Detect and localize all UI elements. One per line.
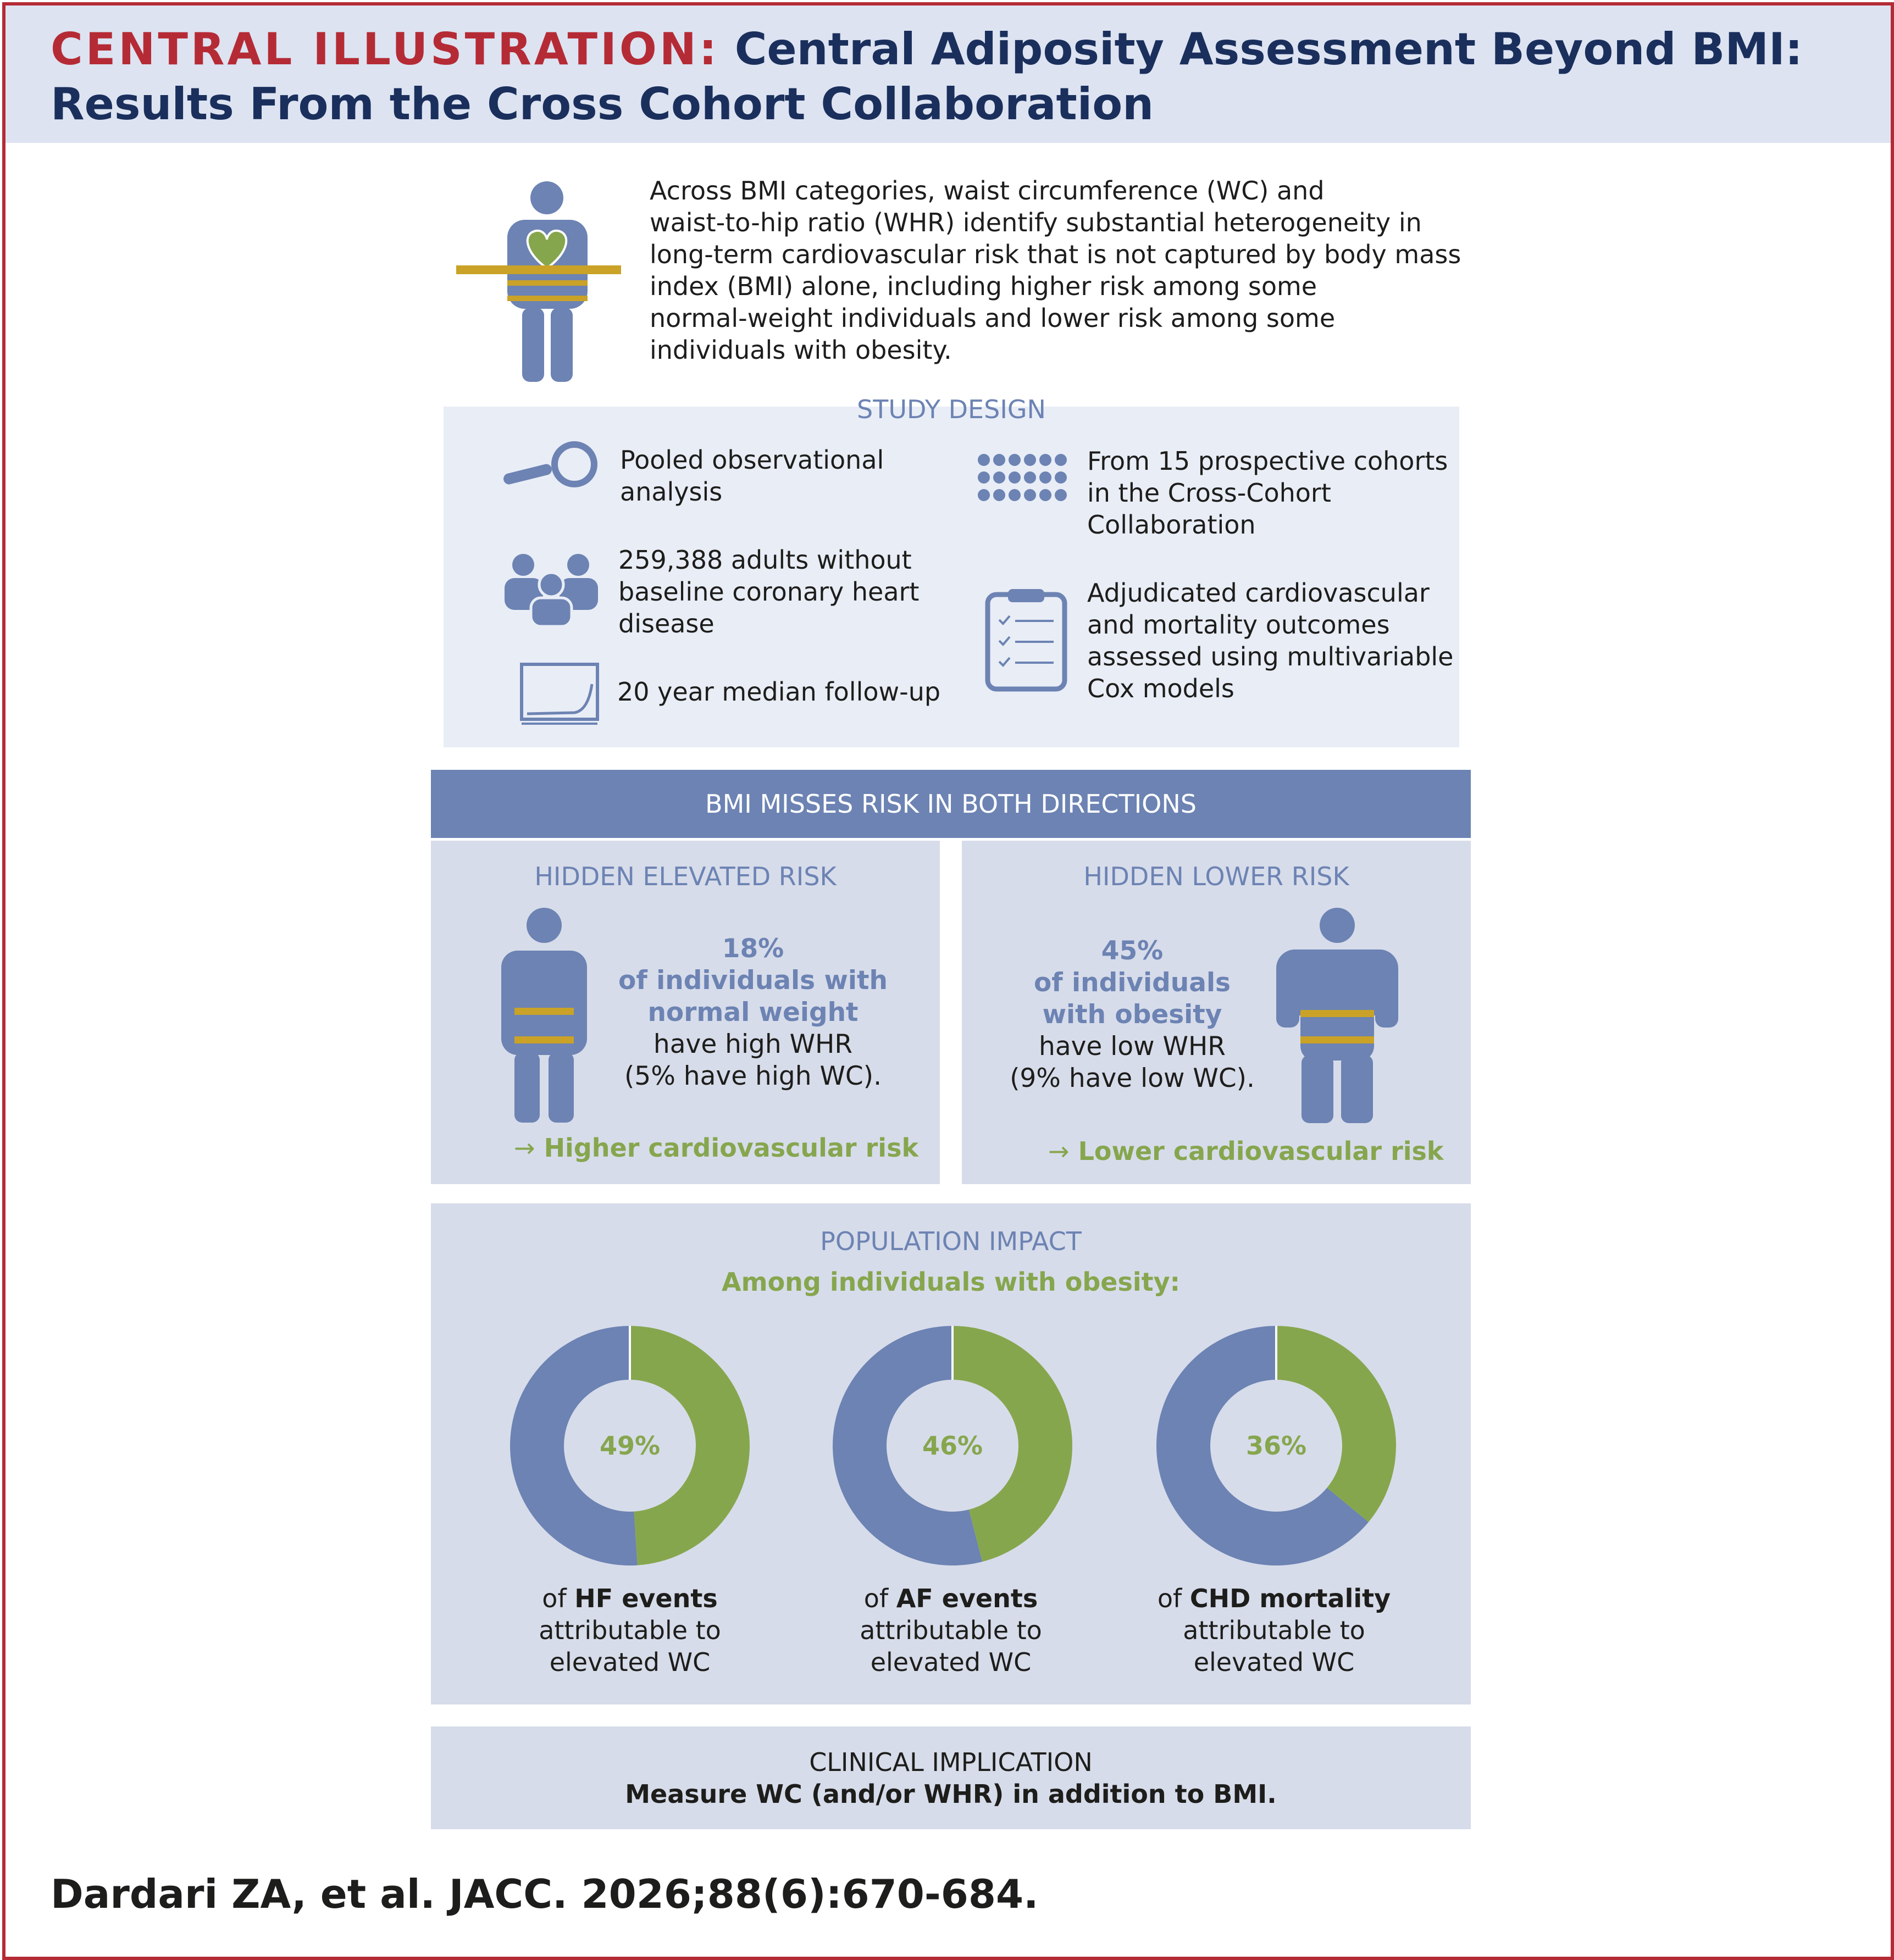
study-item-text (1087, 577, 1453, 704)
caption-pre: of (863, 1584, 889, 1613)
title-line-1 (51, 23, 1803, 76)
stat-line: have high WHR (653, 1029, 853, 1059)
bmi-banner: BMI MISSES RISK IN BOTH DIRECTIONS (431, 770, 1471, 838)
clipboard-icon (985, 588, 1067, 692)
stat-line: (9% have low WC). (1010, 1063, 1255, 1093)
outcome-text: Lower cardiovascular risk (1078, 1136, 1444, 1166)
title-line-2: Results From the Cross Cohort Collaboration (51, 79, 1154, 130)
caption-line (808, 1583, 1094, 1614)
larger-person-tape-icon (1274, 907, 1400, 1126)
clinical-implication-panel (431, 1726, 1471, 1829)
stat-line: with obesity (1042, 1000, 1222, 1030)
magnifier-icon (500, 437, 605, 497)
population-impact-subtitle: Among individuals with obesity: (722, 1267, 1180, 1297)
citation: Dardari ZA, et al. JACC. 2026;88(6):670-684. (51, 1871, 1039, 1917)
intro-line: long-term cardiovascular risk that is not captured by body mass (650, 240, 1461, 269)
stat-line: of individuals with (618, 965, 888, 996)
stat-line: (5% have high WC). (624, 1061, 882, 1091)
intro-line: Across BMI categories, waist circumference (WC) and (650, 176, 1325, 206)
donut-caption-hf (487, 1583, 773, 1678)
caption-bold: AF events (896, 1584, 1038, 1613)
caption-line: elevated WC (870, 1647, 1032, 1677)
caption-pre: of (542, 1584, 567, 1613)
population-impact-title: POPULATION IMPACT (820, 1226, 1082, 1256)
donut-caption-af (808, 1583, 1094, 1678)
text-line: Pooled observational (620, 445, 884, 475)
text-line: From 15 prospective cohorts (1087, 446, 1448, 476)
stat-line: normal weight (647, 997, 859, 1028)
text-line: 259,388 adults without (618, 545, 912, 575)
arrow-icon: → (1048, 1136, 1070, 1166)
people-icon (500, 549, 605, 626)
higher-risk-outcome (514, 1133, 918, 1163)
text-line: baseline coronary heart (618, 577, 920, 607)
donut-percent-label: 46% (922, 1431, 983, 1461)
study-item-text (620, 444, 884, 508)
caption-bold: CHD mortality (1189, 1584, 1391, 1613)
text-line: Adjudicated cardiovascular (1087, 578, 1430, 608)
text-line: and mortality outcomes (1087, 610, 1390, 640)
intro-line: waist-to-hip ratio (WHR) identify substantial heterogeneity in (650, 208, 1422, 237)
text-line: in the Cross-Cohort (1087, 478, 1331, 508)
implication-text: Measure WC (and/or WHR) in addition to BMI. (625, 1779, 1277, 1809)
donut-af (833, 1326, 1072, 1565)
intro-paragraph (650, 175, 1474, 366)
chart-icon (519, 662, 602, 728)
caption-line (487, 1583, 773, 1614)
text-line: Collaboration (1087, 510, 1256, 540)
caption-line: attributable to (1183, 1615, 1365, 1645)
intro-line: index (BMI) alone, including higher risk among some (650, 271, 1317, 301)
donut-chd (1156, 1326, 1396, 1565)
caption-line: elevated WC (1193, 1647, 1355, 1677)
donut-percent-label: 49% (599, 1431, 661, 1461)
donut-percent-label: 36% (1245, 1431, 1307, 1461)
text-line: Cox models (1087, 674, 1234, 703)
stat-percent: 18% (722, 934, 784, 964)
caption-line: elevated WC (549, 1647, 711, 1677)
donut-charts (500, 1316, 1407, 1574)
text-line: assessed using multivariable (1087, 642, 1454, 671)
person-heart-tape-icon (456, 170, 632, 385)
arrow-icon: → (514, 1133, 535, 1163)
intro-line: normal-weight individuals and lower risk among some (650, 303, 1336, 333)
study-item-text (1087, 445, 1448, 541)
donut-segment-wc (1276, 1326, 1396, 1522)
stat-percent: 45% (1101, 936, 1164, 966)
dots-grid-icon (977, 453, 1071, 503)
title-text-1: Central Adiposity Assessment Beyond BMI: (734, 24, 1803, 75)
lower-risk-outcome (1048, 1136, 1444, 1166)
text-line: analysis (620, 477, 723, 507)
caption-pre: of (1157, 1584, 1182, 1613)
hidden-elevated-stat (610, 933, 896, 1092)
caption-line: attributable to (860, 1615, 1042, 1645)
donut-hf (510, 1326, 750, 1565)
caption-line: attributable to (539, 1615, 721, 1645)
slim-person-tape-icon (500, 907, 588, 1126)
caption-line (1131, 1583, 1417, 1614)
caption-bold: HF events (574, 1584, 718, 1613)
text-line: disease (618, 609, 715, 638)
donut-caption-chd (1131, 1583, 1417, 1678)
hidden-elevated-risk-title: HIDDEN ELEVATED RISK (534, 862, 837, 891)
outcome-text: Higher cardiovascular risk (544, 1133, 919, 1163)
hidden-lower-risk-title: HIDDEN LOWER RISK (1083, 862, 1349, 891)
central-illustration-label: CENTRAL ILLUSTRATION: (51, 24, 719, 75)
study-item-text (618, 544, 919, 640)
intro-line: individuals with obesity. (650, 335, 952, 365)
study-design-title: STUDY DESIGN (857, 395, 1046, 424)
study-item-text (617, 676, 940, 708)
header-band (5, 5, 1891, 143)
stat-line: of individuals (1033, 968, 1231, 998)
illustration-frame (2, 2, 1894, 1960)
hidden-lower-stat (989, 935, 1275, 1095)
text-line: 20 year median follow-up (617, 677, 941, 707)
stat-line: have low WHR (1039, 1031, 1226, 1062)
implication-title: CLINICAL IMPLICATION (809, 1747, 1093, 1777)
